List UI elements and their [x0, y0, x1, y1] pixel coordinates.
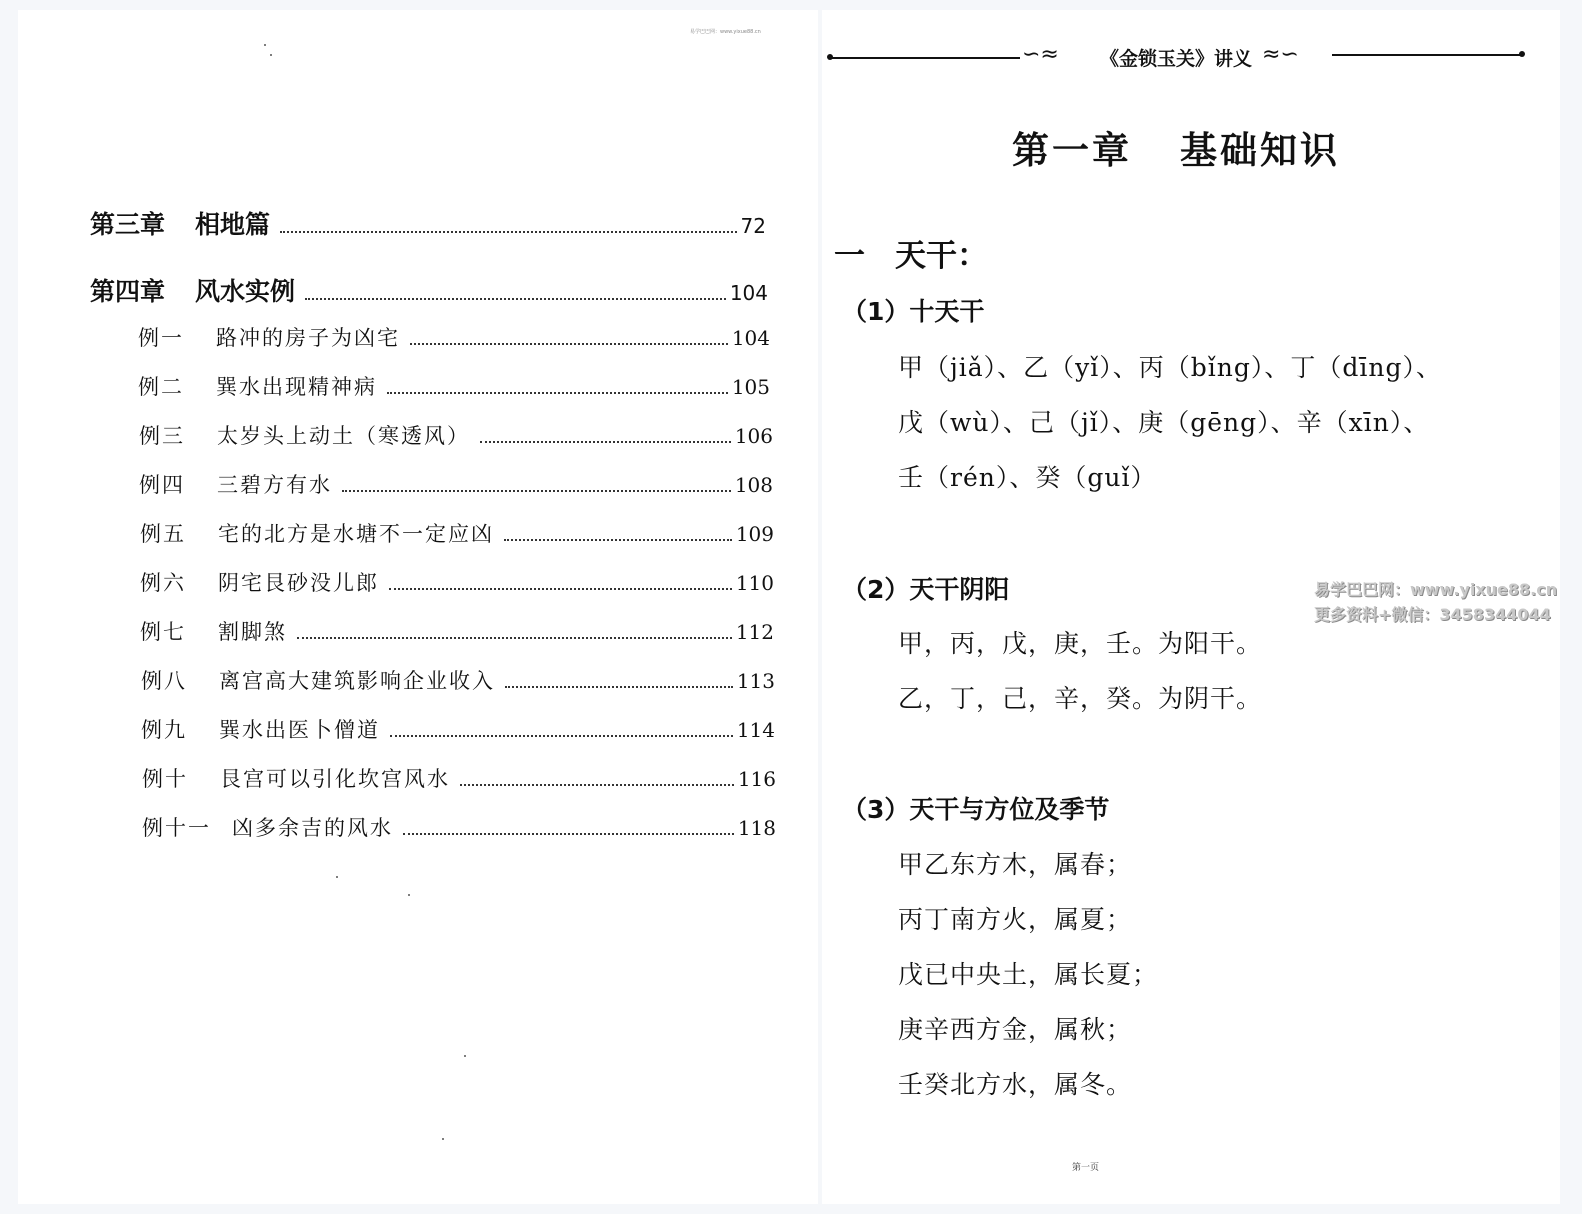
toc-dot-leader — [480, 441, 731, 443]
ornament-flourish-icon: ∽≈ — [1022, 42, 1059, 67]
toc-dot-leader — [410, 343, 728, 345]
toc-example-row[interactable] — [142, 812, 776, 842]
toc-dot-leader — [297, 637, 732, 639]
watermark-small-text: 易学巴巴网：www.yixue88.cn — [690, 29, 761, 35]
toc-example-label: 例一 — [138, 326, 184, 350]
toc-example-row[interactable] — [139, 420, 773, 450]
ornament-flourish-icon: ≈∽ — [1262, 42, 1299, 67]
watermark-text — [1314, 577, 1557, 627]
toc-page-number: 118 — [737, 816, 776, 840]
running-header-title: 《金锁玉关》讲义 — [1100, 48, 1253, 70]
toc-example-title: 离宫高大建筑影响企业收入 — [219, 669, 495, 693]
toc-example-label: 例五 — [140, 522, 186, 546]
toc-example-row[interactable] — [139, 469, 773, 499]
header-rule-end-dot — [1519, 51, 1525, 57]
toc-dot-leader — [389, 588, 732, 590]
section-number: 一 — [834, 238, 865, 274]
section-title: 天干： — [895, 238, 988, 274]
header-rule-left — [830, 57, 1020, 59]
body-text-line: 甲，丙，戊，庚，壬。为阳干。 — [898, 629, 1263, 658]
subsection-heading: （1）十天干 — [842, 297, 985, 326]
toc-page-number: 114 — [736, 718, 775, 742]
toc-page-number: 113 — [736, 669, 775, 693]
toc-dot-leader — [390, 735, 733, 737]
scan-speck — [442, 1138, 444, 1140]
body-text-line: 甲（jiǎ）、乙（yǐ）、丙（bǐng）、丁（dīng）、 — [898, 353, 1442, 382]
toc-page-number: 106 — [734, 424, 773, 448]
toc-dot-leader — [387, 392, 728, 394]
toc-chapter-title: 风水实例 — [195, 277, 296, 306]
toc-page-number: 109 — [735, 522, 774, 546]
toc-page-number: 112 — [735, 620, 774, 644]
body-text-line: 戊（wù）、己（jǐ）、庚（gēng）、辛（xīn）、 — [898, 408, 1430, 437]
header-rule-right — [1332, 54, 1522, 56]
toc-example-title: 艮宫可以引化坎宫风水 — [220, 767, 450, 791]
toc-example-row[interactable] — [138, 371, 770, 401]
toc-example-title: 阴宅艮砂没儿郎 — [218, 571, 379, 595]
toc-chapter-row[interactable] — [90, 205, 766, 241]
toc-example-label: 例十 — [142, 767, 188, 791]
toc-example-label: 例三 — [139, 424, 185, 448]
toc-page-number: 104 — [729, 281, 768, 305]
subsection-heading: （2）天干阴阳 — [842, 575, 1010, 604]
watermark-line: 易学巴巴网：www.yixue88.cn — [1314, 580, 1558, 599]
subsection-heading: （3）天干与方位及季节 — [842, 795, 1110, 824]
toc-page-number: 116 — [737, 767, 776, 791]
body-text-line: 壬（rén）、癸（guǐ） — [898, 463, 1157, 492]
toc-example-title: 宅的北方是水塘不一定应凶 — [218, 522, 494, 546]
toc-example-title: 太岁头上动土（寒透风） — [217, 424, 470, 448]
toc-example-row[interactable] — [140, 567, 774, 597]
toc-example-label: 例二 — [138, 375, 184, 399]
body-text-line: 戊已中央土，属长夏； — [898, 960, 1159, 989]
scan-speck — [270, 54, 272, 56]
toc-example-row[interactable] — [140, 616, 774, 646]
scan-speck — [464, 1055, 466, 1057]
toc-dot-leader — [460, 784, 734, 786]
toc-dot-leader — [280, 231, 737, 233]
toc-page-number: 110 — [735, 571, 774, 595]
toc-example-row[interactable] — [138, 322, 770, 352]
toc-page-number: 108 — [734, 473, 773, 497]
scan-speck — [408, 894, 410, 896]
section-heading — [834, 230, 988, 275]
toc-example-row[interactable] — [141, 714, 775, 744]
toc-example-title: 三碧方有水 — [217, 473, 332, 497]
body-text-line: 丙丁南方火，属夏； — [898, 905, 1133, 934]
scan-speck — [336, 876, 338, 878]
page-number: 第一页 — [1072, 1163, 1100, 1173]
toc-example-row[interactable] — [140, 518, 774, 548]
toc-example-title: 割脚煞 — [218, 620, 287, 644]
chapter-number: 第一章 — [1012, 129, 1132, 172]
toc-dot-leader — [505, 686, 733, 688]
body-text-line: 壬癸北方水，属冬。 — [898, 1070, 1133, 1099]
toc-example-row[interactable] — [142, 763, 776, 793]
left-page — [18, 10, 818, 1204]
toc-chapter-row[interactable] — [90, 272, 768, 308]
scan-speck — [264, 44, 266, 46]
toc-dot-leader — [342, 490, 731, 492]
toc-example-title: 巽水出医卜僧道 — [219, 718, 380, 742]
toc-dot-leader — [504, 539, 732, 541]
toc-example-row[interactable] — [141, 665, 775, 695]
toc-example-label: 例十一 — [142, 816, 211, 840]
toc-page-number: 105 — [731, 375, 770, 399]
toc-chapter-title: 相地篇 — [195, 210, 271, 239]
toc-example-title: 巽水出现精神病 — [216, 375, 377, 399]
body-text-line: 庚辛西方金，属秋； — [898, 1015, 1133, 1044]
toc-example-label: 例七 — [140, 620, 186, 644]
toc-example-label: 例四 — [139, 473, 185, 497]
toc-chapter-label: 第四章 — [90, 277, 166, 306]
running-header — [830, 40, 1522, 70]
toc-example-label: 例八 — [141, 669, 187, 693]
watermark-line: 更多资料+微信：3458344044 — [1314, 605, 1551, 624]
toc-dot-leader — [305, 298, 726, 300]
toc-example-title: 凶多余吉的风水 — [232, 816, 393, 840]
body-text-line: 乙，丁，己，辛，癸。为阴干。 — [898, 684, 1263, 713]
chapter-title — [1012, 120, 1340, 174]
toc-page-number: 72 — [740, 214, 766, 238]
body-text-line: 甲乙东方木，属春； — [898, 850, 1133, 879]
toc-chapter-label: 第三章 — [90, 210, 166, 239]
toc-example-title: 路冲的房子为凶宅 — [216, 326, 400, 350]
toc-dot-leader — [403, 833, 734, 835]
toc-example-label: 例六 — [140, 571, 186, 595]
toc-example-label: 例九 — [141, 718, 187, 742]
chapter-name: 基础知识 — [1180, 129, 1340, 172]
toc-page-number: 104 — [731, 326, 770, 350]
